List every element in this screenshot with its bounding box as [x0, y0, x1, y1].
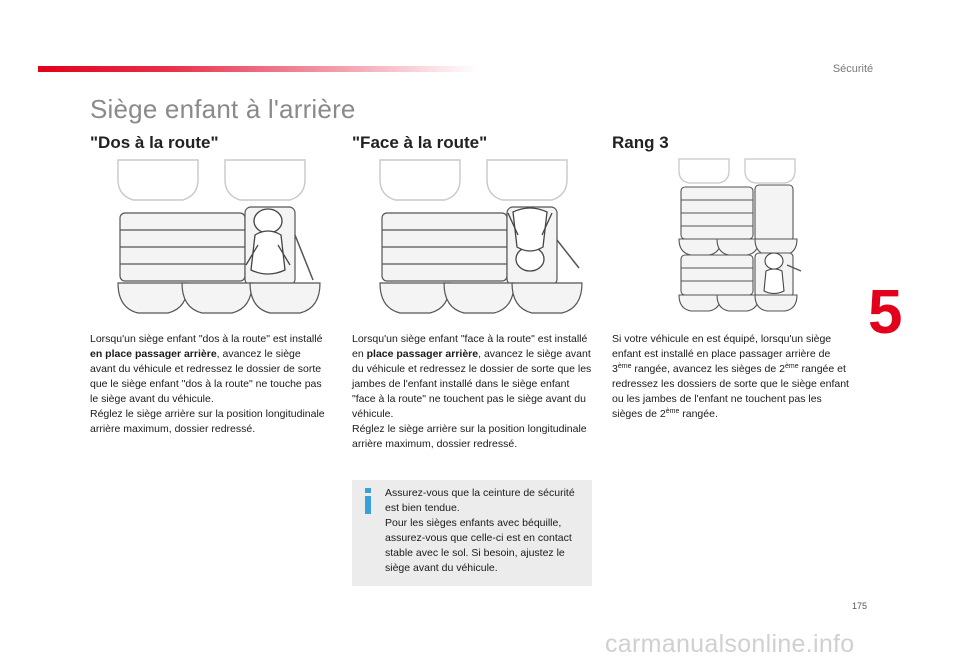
info-icon: [363, 488, 373, 514]
header-accent-bar: [38, 66, 478, 72]
info-text: [385, 486, 585, 576]
page-number: 175: [852, 601, 868, 611]
forward-facing-paragraph-1: Lorsqu'un siège enfant "face à la route" est installé en place passager arrière, avancez le siège avant du véhicule et redressez le dossier de sorte que les jambes de l'enfant installé dans le siège enfant "face à la route" ne touchent pas le siège avant du véhicule.: [352, 333, 592, 420]
forward-facing-paragraph-2: Réglez le siège arrière sur la position longitudinale arrière maximum, dossier redressé.: [352, 423, 587, 450]
watermark: carmanualsonline.info: [605, 630, 855, 658]
heading-rear-facing: "Dos à la route": [90, 133, 219, 152]
heading-forward-facing: "Face à la route": [352, 133, 488, 152]
rear-facing-seat-illustration: [110, 155, 325, 320]
info-box: [352, 480, 592, 586]
rear-facing-paragraph-1: Lorsqu'un siège enfant "dos à la route" est installé en place passager arrière, avancez le siège avant du véhicule et redressez le dossier de sorte que le siège enfant "dos à la route" ne touche pas le siège avant du véhicule.: [90, 333, 323, 405]
row3-paragraph: Si votre véhicule en est équipé, lorsqu'un siège enfant est installé en place passager arrière de 3ème rangée, avancez les sièges de 2ème rangée et redressez les dossiers de sorte que le siège enfant ou les jambes de l'enfant ne touchent pas les sièges de 2ème rangée.: [612, 333, 849, 420]
rear-facing-text: [90, 332, 328, 437]
chapter-number: 5: [868, 278, 903, 347]
rear-facing-paragraph-2: Réglez le siège arrière sur la position longitudinale arrière maximum, dossier redressé.: [90, 408, 325, 435]
forward-facing-text: [352, 332, 592, 452]
section-label: Sécurité: [832, 63, 874, 75]
heading-row3: Rang 3: [612, 133, 669, 152]
row3-seat-illustration: [675, 155, 805, 320]
forward-facing-seat-illustration: [372, 155, 587, 320]
page-title: Siège enfant à l'arrière: [90, 94, 356, 124]
info-line-2: Pour les sièges enfants avec béquille, assurez-vous que celle-ci est en contact stable avec le sol. Si besoin, ajustez le siège avant du véhicule.: [385, 517, 572, 574]
info-line-1: Assurez-vous que la ceinture de sécurité est bien tendue.: [385, 487, 575, 514]
row3-text: [612, 332, 852, 422]
